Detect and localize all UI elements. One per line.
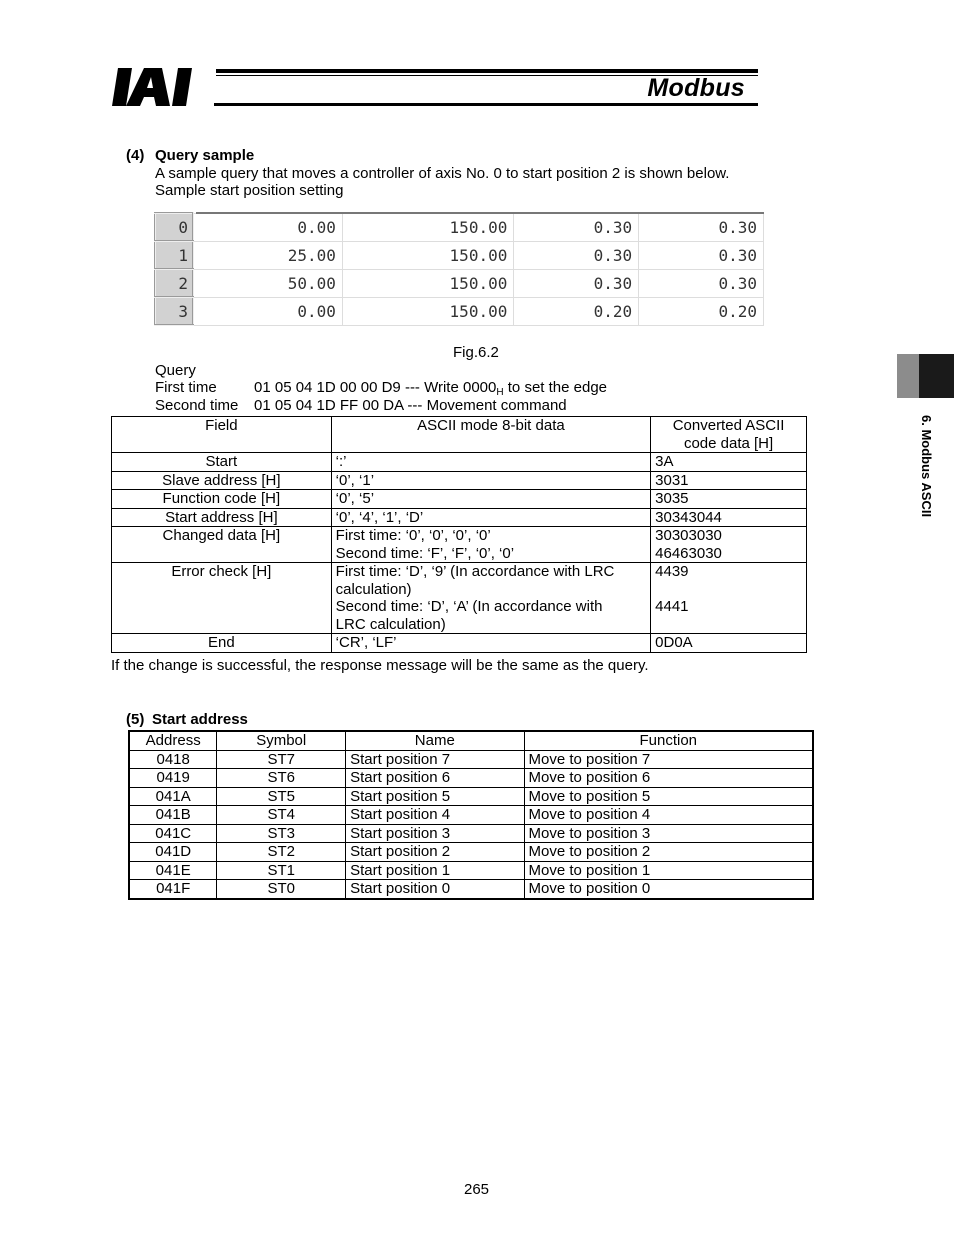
grid-cell: 150.00 — [342, 269, 513, 297]
query-cell-conv: 4439 4441 — [651, 563, 807, 634]
page-number: 265 — [464, 1181, 490, 1198]
query-cell-field: Changed data [H] — [112, 527, 332, 563]
header-address: Address — [129, 731, 217, 750]
response-note: If the change is successful, the response message will be the same as the query. — [111, 657, 649, 674]
iai-logo — [112, 66, 212, 108]
grid-cell: 150.00 — [342, 297, 513, 325]
grid-cell: 0.30 — [639, 213, 764, 241]
table-row — [112, 527, 807, 563]
function-cell: Move to position 3 — [524, 824, 813, 843]
header-name: Name — [346, 731, 524, 750]
table-row — [112, 490, 807, 509]
position-grid — [154, 212, 764, 326]
table-row — [129, 787, 813, 806]
query-label: Query — [155, 362, 196, 379]
grid-cell: 0.30 — [514, 241, 639, 269]
table-row — [112, 634, 807, 653]
query-cell-data: ‘:’ — [331, 453, 650, 472]
header-function: Function — [524, 731, 813, 750]
table-row — [112, 508, 807, 527]
grid-row — [155, 269, 764, 297]
table-row — [129, 750, 813, 769]
table-row — [112, 563, 807, 634]
grid-cell: 0.00 — [193, 213, 342, 241]
query-first-label: First time — [155, 379, 217, 396]
side-tab-black — [919, 354, 954, 398]
symbol-cell: ST1 — [217, 861, 346, 880]
symbol-cell: ST5 — [217, 787, 346, 806]
header-symbol: Symbol — [217, 731, 346, 750]
name-cell: Start position 2 — [346, 843, 524, 862]
address-cell: 041B — [129, 806, 217, 825]
grid-cell: 0.30 — [514, 213, 639, 241]
address-table-header — [129, 731, 813, 750]
query-table-header — [112, 417, 807, 453]
header-rule-top — [216, 69, 758, 73]
fig-caption: Fig.6.2 — [453, 344, 499, 361]
query-cell-conv: 3035 — [651, 490, 807, 509]
query-cell-data: First time: ‘D’, ‘9’ (In accordance with LRC calculation) Second time: ‘D’, ‘A’ (In accordance with LRC calculation) — [331, 563, 650, 634]
name-cell: Start position 3 — [346, 824, 524, 843]
symbol-cell: ST6 — [217, 769, 346, 788]
function-cell: Move to position 6 — [524, 769, 813, 788]
section5-title: Start address — [152, 711, 248, 728]
grid-cell: 0.00 — [193, 297, 342, 325]
symbol-cell: ST7 — [217, 750, 346, 769]
function-cell: Move to position 5 — [524, 787, 813, 806]
section4-description: A sample query that moves a controller of axis No. 0 to start position 2 is shown below. — [155, 165, 730, 182]
query-second-value: 01 05 04 1D FF 00 DA --- Movement command — [254, 397, 567, 414]
function-cell: Move to position 4 — [524, 806, 813, 825]
symbol-cell: ST2 — [217, 843, 346, 862]
grid-cell: 0.30 — [514, 269, 639, 297]
function-cell: Move to position 1 — [524, 861, 813, 880]
query-cell-conv: 3A — [651, 453, 807, 472]
grid-row — [155, 241, 764, 269]
address-cell: 041A — [129, 787, 217, 806]
section4-title: Query sample — [155, 147, 255, 164]
header-title: Modbus — [647, 74, 745, 102]
grid-cell: 0.30 — [639, 241, 764, 269]
table-row — [129, 806, 813, 825]
table-row — [129, 843, 813, 862]
table-row — [112, 453, 807, 472]
side-tab-label: 6. Modbus ASCII — [919, 415, 934, 518]
query-table — [111, 416, 807, 653]
symbol-cell: ST3 — [217, 824, 346, 843]
name-cell: Start position 4 — [346, 806, 524, 825]
query-cell-data: ‘0’, ‘1’ — [331, 471, 650, 490]
query-cell-data: ‘0’, ‘4’, ‘1’, ‘D’ — [331, 508, 650, 527]
header-rule-bottom — [214, 103, 758, 106]
grid-cell: 150.00 — [342, 213, 513, 241]
name-cell: Start position 1 — [346, 861, 524, 880]
address-cell: 0418 — [129, 750, 217, 769]
name-cell: Start position 7 — [346, 750, 524, 769]
query-cell-field: Error check [H] — [112, 563, 332, 634]
query-cell-field: End — [112, 634, 332, 653]
grid-row — [155, 297, 764, 325]
query-cell-data: ‘CR’, ‘LF’ — [331, 634, 650, 653]
section5-number: (5) — [126, 711, 145, 728]
grid-row-index: 1 — [155, 241, 193, 269]
address-cell: 0419 — [129, 769, 217, 788]
query-cell-conv: 0D0A — [651, 634, 807, 653]
side-tab-grey — [897, 354, 919, 398]
grid-cell: 0.20 — [514, 297, 639, 325]
name-cell: Start position 5 — [346, 787, 524, 806]
query-cell-field: Start — [112, 453, 332, 472]
query-cell-data: First time: ‘0’, ‘0’, ‘0’, ‘0’ Second time: ‘F’, ‘F’, ‘0’, ‘0’ — [331, 527, 650, 563]
address-table — [128, 730, 814, 900]
grid-top-rule — [196, 212, 764, 214]
grid-row — [155, 213, 764, 241]
header-converted: Converted ASCII code data [H] — [651, 417, 807, 453]
position-grid-figure — [154, 212, 764, 324]
grid-cell: 0.30 — [639, 269, 764, 297]
symbol-cell: ST4 — [217, 806, 346, 825]
address-cell: 041F — [129, 880, 217, 899]
table-row — [129, 824, 813, 843]
grid-row-index: 3 — [155, 297, 193, 325]
function-cell: Move to position 2 — [524, 843, 813, 862]
query-cell-conv: 3031 — [651, 471, 807, 490]
table-row — [129, 861, 813, 880]
header-ascii: ASCII mode 8-bit data — [331, 417, 650, 453]
address-cell: 041E — [129, 861, 217, 880]
address-cell: 041D — [129, 843, 217, 862]
table-row — [112, 471, 807, 490]
query-cell-field: Function code [H] — [112, 490, 332, 509]
symbol-cell: ST0 — [217, 880, 346, 899]
query-cell-conv: 30343044 — [651, 508, 807, 527]
query-cell-conv: 30303030 46463030 — [651, 527, 807, 563]
grid-row-index: 0 — [155, 213, 193, 241]
address-cell: 041C — [129, 824, 217, 843]
query-second-label: Second time — [155, 397, 239, 414]
section4-number: (4) — [126, 147, 145, 164]
query-cell-field: Slave address [H] — [112, 471, 332, 490]
table-row — [129, 769, 813, 788]
function-cell: Move to position 7 — [524, 750, 813, 769]
section4-subtitle: Sample start position setting — [155, 182, 344, 199]
name-cell: Start position 0 — [346, 880, 524, 899]
grid-cell: 25.00 — [193, 241, 342, 269]
grid-cell: 150.00 — [342, 241, 513, 269]
query-cell-data: ‘0’, ‘5’ — [331, 490, 650, 509]
name-cell: Start position 6 — [346, 769, 524, 788]
grid-cell: 0.20 — [639, 297, 764, 325]
table-row — [129, 880, 813, 899]
function-cell: Move to position 0 — [524, 880, 813, 899]
grid-cell: 50.00 — [193, 269, 342, 297]
query-first-value: 01 05 04 1D 00 00 D9 --- Write $0000_H$ to set the edge — [254, 379, 608, 398]
grid-row-index: 2 — [155, 269, 193, 297]
query-cell-field: Start address [H] — [112, 508, 332, 527]
header-field: Field — [112, 417, 332, 453]
